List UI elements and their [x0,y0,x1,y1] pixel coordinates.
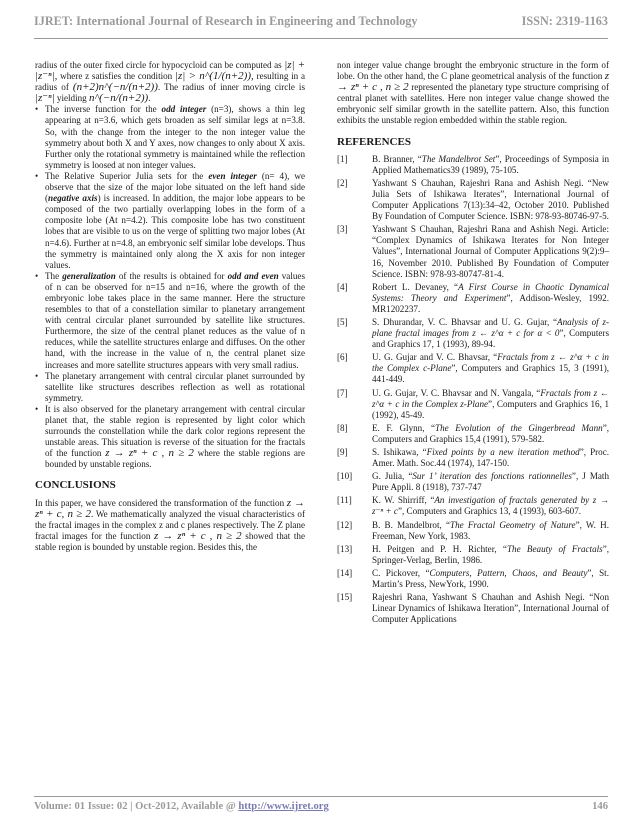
math-expression: z → zⁿ + c , n ≥ 2 [105,447,194,460]
bullet-item: • The Relative Superior Julia sets for the even integer (n= 4), we observe that the size of the major lobe situated on the left hand side (negative axis) is increased. In addition, the major lobe appears to be composed of the two partially overlapping lobes in the form of a composite lobe (At n=4.2). This composite lobe has two constituent lobes that are visible to us on the verge of splitting two major lobes (At n=4.6). Further at n=4.8, an embryonic self similar lobe develops. Thus the symmetry is maintained only along the X axis for non integer values. [35,170,305,270]
reference-number: [3] [337,224,348,235]
reference-text: U. G. Gujar, V. C. Bhavsar and N. Vangala, “Fractals from z ← z^α + c in the Complex z-Plane”, Computers and Graphics 16, 1 (1992), 45-49. [372,387,609,420]
reference-item [337,495,609,517]
reference-title: Analysis of z-plane fractal images from z ← z^α + c for α < 0 [372,316,609,339]
reference-number: [8] [337,422,348,433]
reference-item [337,317,609,350]
reference-item [337,544,609,566]
math-expression: n^(−n/(n+2)) [88,92,149,105]
reference-item [337,568,609,590]
reference-title: A First Course in Chaotic Dynamical Systems: Theory and Experiment [372,281,609,303]
reference-item [337,352,609,385]
footer-divider [34,796,608,797]
reference-text: Robert L. Devaney, “A First Course in Chaotic Dynamical Systems: Theory and Experiment”, Addison-Wesley, 1992. MR1202237. [372,281,609,314]
page-footer [34,801,608,812]
page-number: 146 [592,801,608,812]
reference-title: The Beauty of Fractals [506,543,603,554]
reference-item [337,282,609,315]
bullet-icon: • [35,403,39,414]
page-header [34,10,608,32]
math-expression: |z| + |z⁻ⁿ|, [35,59,305,83]
reference-text: H. Peitgen and P. H. Richter, “The Beauty of Fractals”, Springer-Verlag, Berlin, 1986. [372,543,609,565]
reference-number: [9] [337,447,348,457]
reference-number: [6] [337,352,348,363]
reference-number: [7] [337,387,348,398]
journal-title: IJRET: International Journal of Research in Engineering and Technology [34,13,418,28]
reference-title: Fixed points by a new iteration method [426,447,580,457]
section-heading: CONCLUSIONS [35,479,116,492]
bullet-icon: • [35,270,39,281]
header-divider [34,38,608,39]
reference-title: The Mandelbrot Set [421,153,496,164]
bullet-icon: • [35,170,39,181]
footer-info: Volume: 01 Issue: 02 | Oct-2012, Available @ http://www.ijret.org [34,801,329,812]
bullet-icon: • [35,104,39,115]
math-expression: (n+2)n^(−n/(n+2)) [72,81,158,94]
reference-item [337,447,609,469]
reference-item [337,224,609,279]
reference-title: An investigation of fractals generated by z → z⁻ⁿ + c [372,495,609,517]
reference-number: [11] [337,495,352,506]
reference-number: [5] [337,316,348,327]
reference-number: [14] [337,567,353,578]
reference-item [337,154,609,176]
reference-text: B. Branner, “The Mandelbrot Set”, Proceedings of Symposia in Applied Mathematics39 (1989), 75-105. [372,153,609,175]
reference-number: [1] [337,153,348,164]
reference-list [337,154,609,626]
math-expression: z → zⁿ + c , n ≥ 2 [337,70,609,94]
bullet-item: • The planetary arrangement with central circular planet surrounded by satellite like structures describes reflection as well as rotational symmetry. [35,370,305,403]
reference-item [337,423,609,445]
reference-title: Fractals from z ← z^α + c in the Complex z-Plane [372,387,609,409]
reference-item [337,471,609,493]
reference-number: [12] [337,519,353,530]
reference-text: S. Ishikawa, “Fixed points by a new iteration method”, Proc. Amer. Math. Soc.44 (1974), 147-150. [372,447,610,469]
math-expression: |z⁻ⁿ| [35,92,55,105]
reference-title: The Evolution of the Gingerbread Mann [435,422,603,433]
reference-text: K. W. Shirriff, “An investigation of fractals generated by z → z⁻ⁿ + c”, Computers and Graphics 13, 4 (1993), 603-607. [372,495,609,517]
reference-text: G. Julia, “Sur 1’ iteration des fonctions rationnelles”, J Math Pure Appli. 8 (1918), 737-747 [372,471,610,493]
reference-number: [15] [337,592,353,603]
reference-text: E. F. Glynn, “The Evolution of the Gingerbread Mann”, Computers and Graphics 15,4 (1991), 579-582. [372,422,610,444]
issn: ISSN: 2319-1163 [521,13,608,28]
bullet-item: • It is also observed for the planetary arrangement with central circular planet that, the stable region is represented by light color which surrounds the constellation while the dark color regions represent the unstable areas. This situation is reverse of the situation for the fractals of the function z → zⁿ + c , n ≥ 2 where the stable regions are bounded by unstable regions. [35,403,305,470]
reference-number: [10] [337,471,353,482]
reference-text: Yashwant S Chauhan, Rajeshri Rana and Ashish Negi. “New Julia Sets of Ishikawa Iterates”, International Journal of Computer Applications 7(13):34–42, October 2010. Published By Foundation of Computer Science. ISBN: 978-93-80746-97-5. [372,177,609,222]
left-column [35,60,305,553]
paragraph: radius of the outer fixed circle for hypocycloid can be computed as |z| + |z⁻ⁿ|, where z satisfies the condition |z| > n^(1/(n+2)), resulting in a radius of (n+2)n^(−n/(n+2)). The radius of inner moving circle is |z⁻ⁿ| yielding n^(−n/(n+2)). [35,59,306,105]
reference-number: [2] [337,177,348,188]
reference-title: The Fractal Geometry of Nature [450,519,576,530]
reference-number: [13] [337,543,353,554]
reference-text: S. Dhurandar, V. C. Bhavsar and U. G. Gujar, “Analysis of z-plane fractal images from z ← z^α + c for α < 0”, Computers and Graphics 17, 1 (1993), 89-94. [372,316,609,350]
section-heading: REFERENCES [337,135,411,148]
math-expression: z → zⁿ + c , n ≥ 2 [153,529,242,542]
reference-item [337,520,609,542]
reference-text: U. G. Gujar and V. C. Bhavsar, “Fractals from z ← z^α + c in the Complex c-Plane”, Computers and Graphics 15, 3 (1991), 441-449. [372,352,610,385]
bullet-item: • The generalization of the results is obtained for odd and even values of n can be observed for n=15 and n=16, where the growth of the embryonic lobe takes place in the same manner. Here the structure resembles to that of a constellation similar to planetary arrangement with central circular planet surrounded by satellite like structures. Furthermore, the size of the central planet reduces as the value of n reduces, while the satellite structures enlarge and diffuses. On the other hand, with the increase in the value of n, the central planet size increases and more satellite structures appears with very small radius. [35,270,305,370]
reference-number: [4] [337,281,348,292]
paragraph: non integer value change brought the embryonic structure in the form of lobe. On the other hand, the C plane geometrical analysis of the function z → zⁿ + c , n ≥ 2 represented the planetary type structure comprising of central planet with satellites. Here non integer value change showed the embryonic self similar growth in the satellite pattern. Also, this function exhibits the unstable region embedded within the stable region. [337,60,609,126]
reference-text: B. B. Mandelbrot, “The Fractal Geometry of Nature”, W. H. Freeman, New York, 1983. [372,519,609,541]
reference-title: Computers, Pattern, Chaos, and Beauty [429,567,588,578]
reference-text: C. Pickover, “Computers, Pattern, Chaos, and Beauty”, St. Martin’s Press, NewYork, 1990. [372,567,609,590]
reference-item [337,592,609,625]
reference-title: Sur 1’ iteration des fonctions rationnelles [412,471,572,482]
paragraph: In this paper, we have considered the transformation of the function z → zⁿ + c, n ≥ 2. We mathematically analyzed the visual characteristics of the fractal images in the complex z and c planes respectively. The Z plane fractal images for the function z → zⁿ + c , n ≥ 2 showed that the stable region is bounded by unstable region. Besides this, the [35,496,306,552]
right-column [337,60,609,627]
bullet-item: • The inverse function for the odd integer (n=3), shows a thin leg appearing at n=3.6, which gets broaden as self similar legs at n=3.8. So, with the change from the integer to the non integer value the symmetry about both X and Y axes, now changes to only about X axis. Further only the rotational symmetry is maintained while the reflection symmetry is loosed at non integer values. [35,104,305,170]
math-expression: z → zⁿ + c, n ≥ 2 [35,496,305,520]
reference-item [337,178,609,222]
bullet-icon: • [35,370,39,381]
reference-text: Yashwant S Chauhan, Rajeshri Rana and Ashish Negi. Article: “Complex Dynamics of Ishikawa Iterates for Non Integer Values”, International Journal of Computer Applications 9(2):9–16, November 2010. Published By Foundation of Computer Science. ISBN: 978-93-80747-81-4. [372,224,609,279]
reference-title: Fractals from z ← z^α + c in the Complex c-Plane [372,352,609,374]
reference-text: Rajeshri Rana, Yashwant S Chauhan and Ashish Negi. “Non Linear Dynamics of Ishikawa Iteration”, International Journal of Computer Applications [372,592,609,625]
math-expression: |z| > n^(1/(n+2)), [175,70,254,83]
journal-link[interactable]: http://www.ijret.org [238,801,329,812]
reference-item [337,388,609,421]
